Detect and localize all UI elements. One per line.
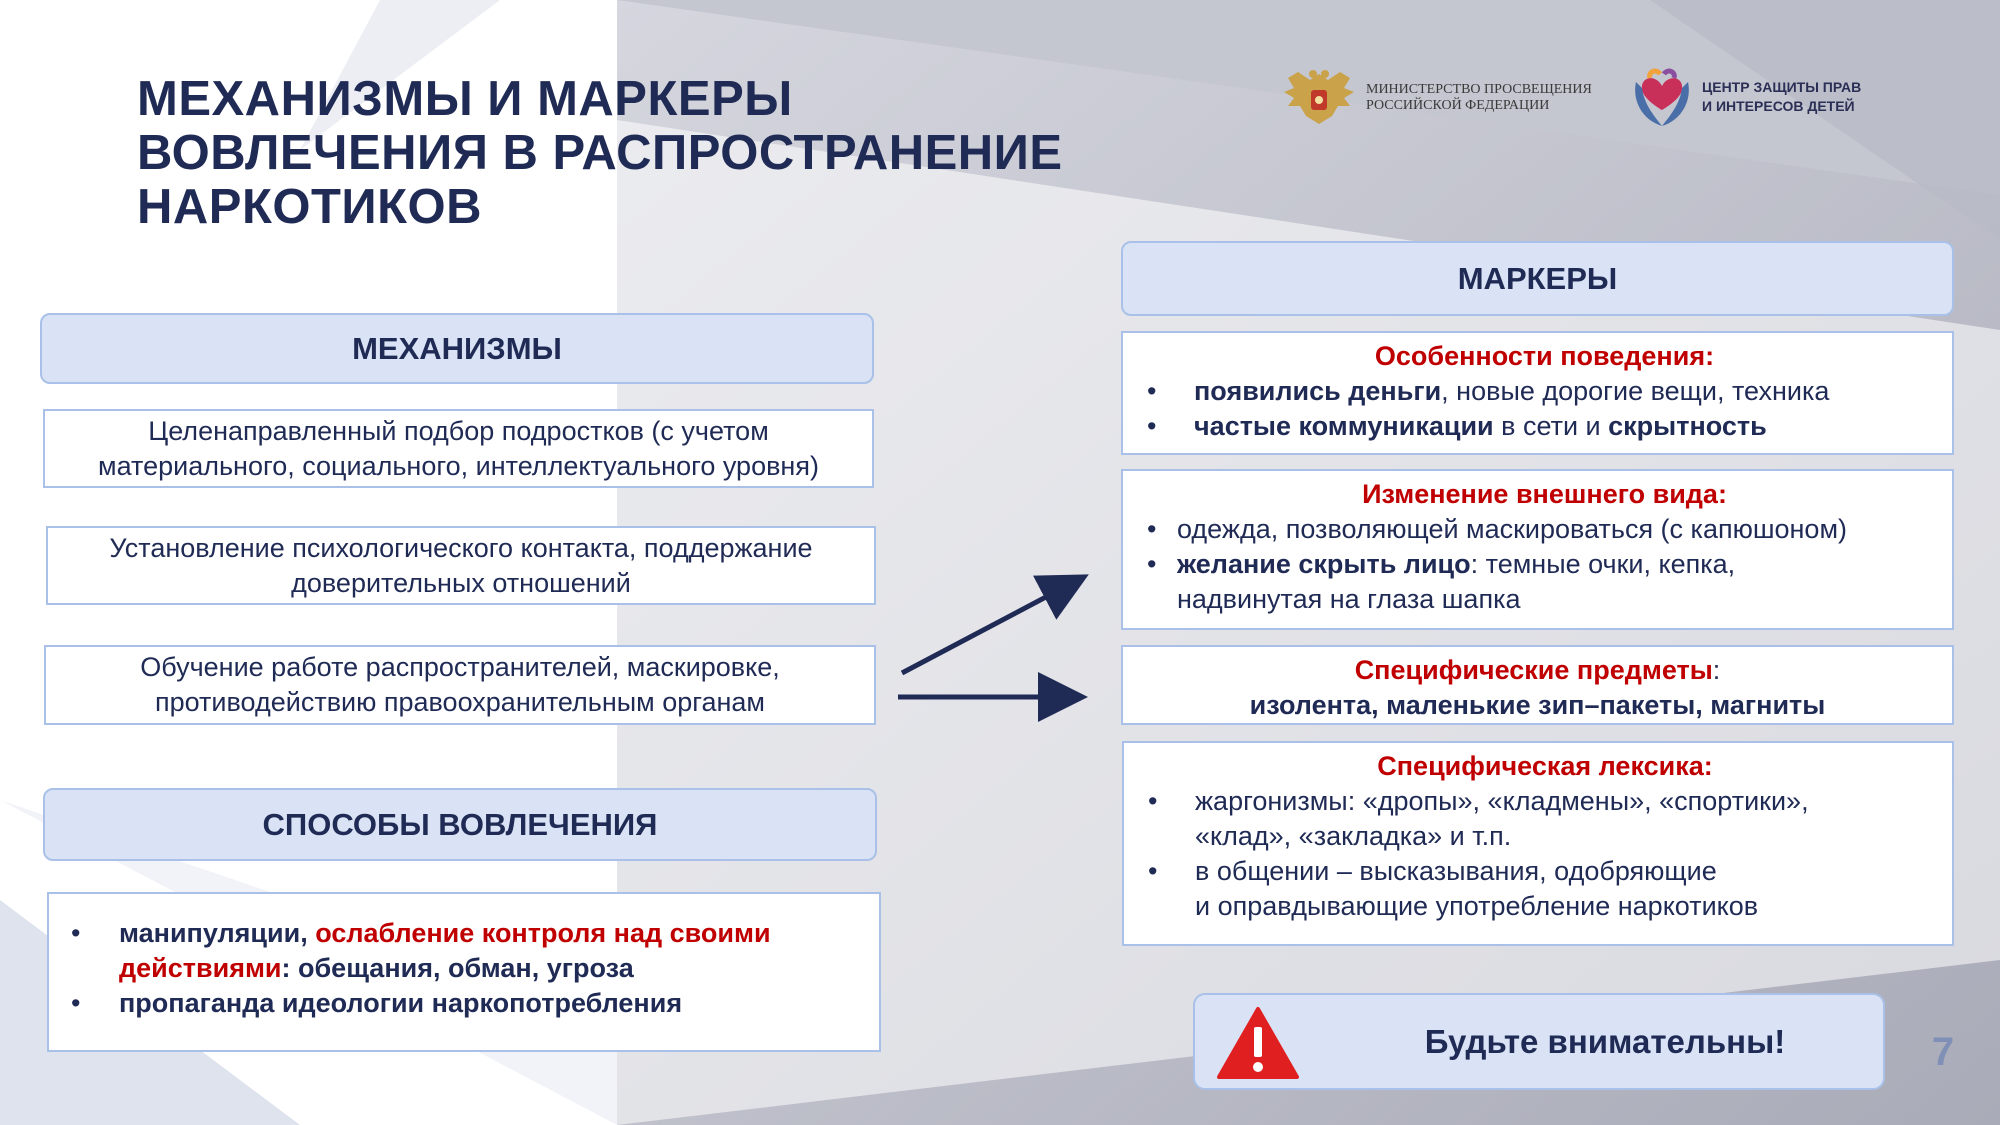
warning-triangle-icon bbox=[1215, 1005, 1301, 1081]
methods-bullet bbox=[71, 916, 859, 986]
center-name-line: ЦЕНТР ЗАЩИТЫ ПРАВ bbox=[1702, 79, 1862, 95]
marker-bullet bbox=[1147, 547, 1942, 617]
marker-heading: Специфические предметы bbox=[1354, 655, 1713, 685]
markers-header-label: МАРКЕРЫ bbox=[1457, 260, 1618, 296]
marker-text: в сети и bbox=[1493, 411, 1609, 441]
ministry-name-line: МИНИСТЕРСТВО ПРОСВЕЩЕНИЯ bbox=[1366, 82, 1592, 97]
marker-bold: скрытность bbox=[1608, 411, 1767, 441]
attention-banner bbox=[1193, 993, 1885, 1090]
eagle-emblem-icon bbox=[1280, 66, 1358, 130]
mechanism-text: Обучение работе распространителей, маскировке, bbox=[140, 652, 780, 682]
mechanism-text: Установление психологического контакта, поддержание bbox=[109, 532, 813, 563]
marker-bold: частые коммуникации bbox=[1194, 411, 1494, 441]
marker-lexicon bbox=[1122, 741, 1954, 946]
ministry-name-line: РОССИЙСКОЙ ФЕДЕРАЦИИ bbox=[1366, 98, 1550, 113]
marker-text: надвинутая на глаза шапка bbox=[1177, 584, 1521, 614]
marker-heading: Изменение внешнего вида: bbox=[1362, 479, 1727, 509]
marker-bullet bbox=[1148, 854, 1942, 924]
marker-appearance bbox=[1121, 469, 1954, 630]
marker-text: одежда, позволяющей маскироваться (с капюшоном) bbox=[1177, 514, 1848, 544]
mechanism-text: Целенаправленный подбор подростков (с учетом bbox=[148, 415, 769, 446]
methods-bullet bbox=[71, 986, 859, 1021]
marker-bold: изолента, маленькие зип–пакеты, магниты bbox=[1249, 690, 1826, 720]
marker-items bbox=[1121, 645, 1954, 725]
marker-bullet bbox=[1147, 374, 1942, 409]
mechanisms-header bbox=[40, 313, 874, 384]
methods-highlight: действиями bbox=[119, 953, 282, 983]
mechanism-text: противодействию правоохранительным органам bbox=[155, 687, 765, 717]
mechanism-text: материального, социального, интеллектуального уровня) bbox=[98, 450, 819, 481]
mechanism-text: доверительных отношений bbox=[291, 567, 631, 598]
page-number: 7 bbox=[1931, 1030, 1955, 1074]
methods-highlight: ослабление контроля над своими bbox=[315, 918, 771, 948]
methods-header-label: СПОСОБЫ ВОВЛЕЧЕНИЯ bbox=[262, 806, 658, 842]
page-title bbox=[137, 72, 1137, 234]
mechanism-item bbox=[44, 645, 876, 725]
marker-bold: появились деньги bbox=[1194, 376, 1442, 406]
mechanism-item bbox=[43, 409, 874, 488]
marker-text: «клад», «закладка» и т.п. bbox=[1195, 821, 1512, 851]
marker-text: в общении – высказывания, одобряющие bbox=[1195, 856, 1717, 886]
center-name-line: И ИНТЕРЕСОВ ДЕТЕЙ bbox=[1702, 98, 1855, 114]
hands-heart-icon bbox=[1630, 64, 1694, 130]
title-line: МЕХАНИЗМЫ И МАРКЕРЫ bbox=[137, 72, 793, 126]
methods-text: манипуляции, bbox=[119, 918, 316, 948]
marker-text: , новые дорогие вещи, техника bbox=[1441, 376, 1830, 406]
mechanisms-header-label: МЕХАНИЗМЫ bbox=[352, 330, 562, 366]
mechanism-item bbox=[46, 526, 876, 605]
marker-text: : bbox=[1712, 655, 1721, 685]
marker-bullet bbox=[1148, 784, 1942, 854]
title-line: НАРКОТИКОВ bbox=[137, 180, 483, 234]
marker-bullet bbox=[1147, 409, 1942, 444]
title-line: ВОВЛЕЧЕНИЯ В РАСПРОСТРАНЕНИЕ bbox=[137, 126, 1063, 180]
marker-heading: Особенности поведения: bbox=[1374, 341, 1715, 371]
methods-box bbox=[47, 892, 881, 1052]
methods-text: : обещания, обман, угроза bbox=[281, 953, 634, 983]
attention-text: Будьте внимательны! bbox=[1424, 1022, 1786, 1060]
methods-text: пропаганда идеологии наркопотребления bbox=[119, 988, 683, 1018]
marker-heading: Специфическая лексика: bbox=[1377, 751, 1713, 781]
marker-text: жаргонизмы: «дропы», «кладмены», «спортики», bbox=[1195, 786, 1809, 816]
markers-header bbox=[1121, 241, 1954, 316]
marker-behavior bbox=[1121, 331, 1954, 455]
ministry-logo bbox=[1280, 66, 1592, 130]
marker-bold: желание скрыть лицо bbox=[1177, 549, 1471, 579]
marker-text: : темные очки, кепка, bbox=[1470, 549, 1736, 579]
methods-header bbox=[43, 788, 877, 861]
marker-text: и оправдывающие употребление наркотиков bbox=[1195, 891, 1759, 921]
marker-bullet bbox=[1147, 512, 1942, 547]
center-logo bbox=[1630, 64, 1861, 130]
